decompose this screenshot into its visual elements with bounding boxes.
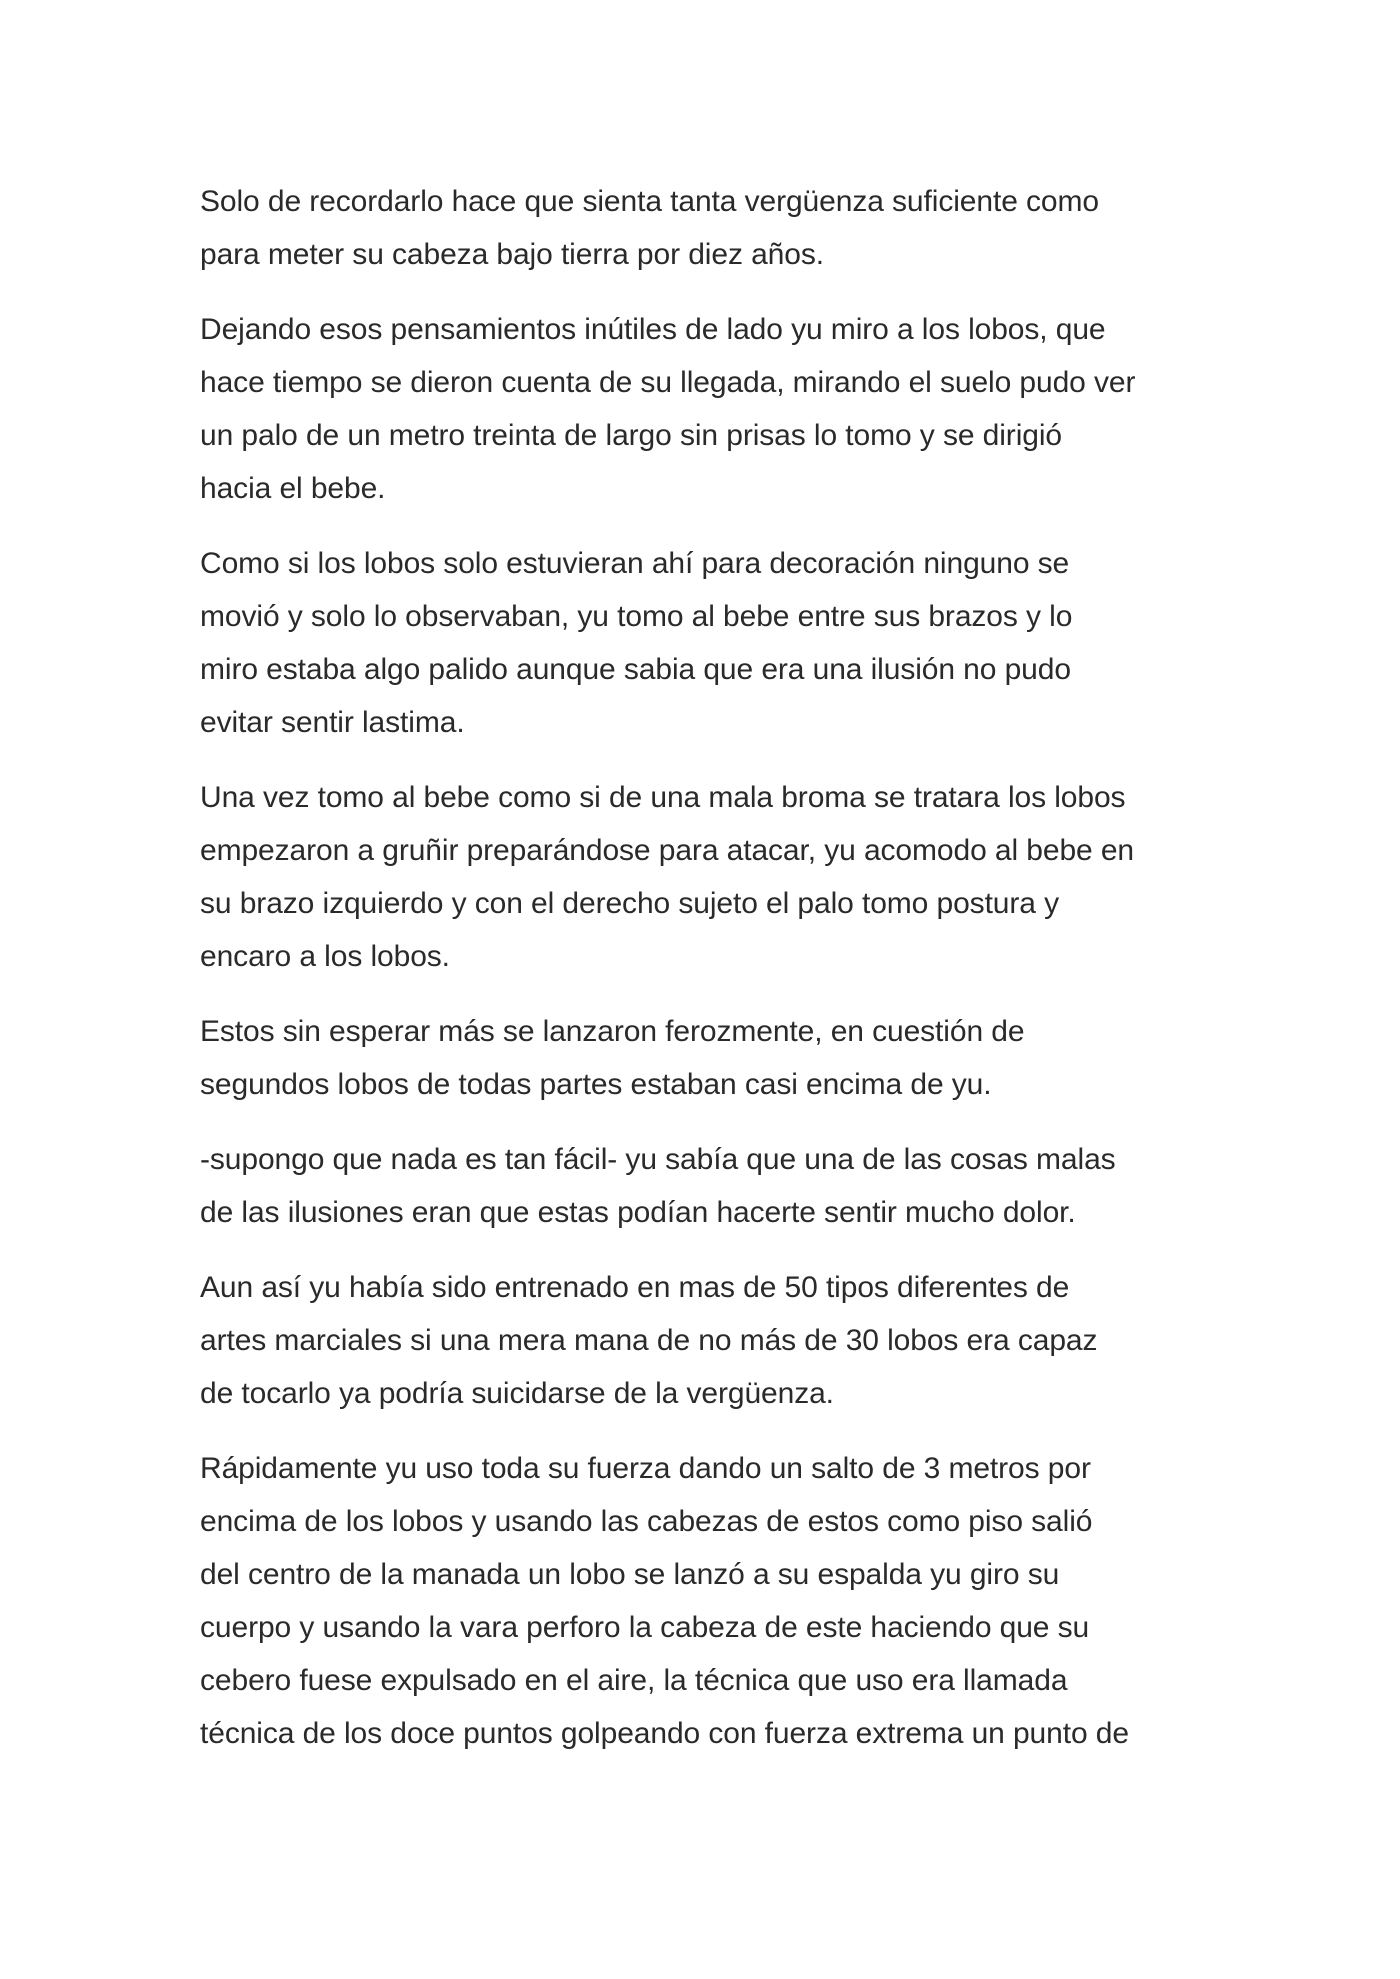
text-line: hace tiempo se dieron cuenta de su llegada, mirando el suelo pudo ver — [200, 366, 1136, 399]
text-line: -supongo que nada es tan fácil- yu sabía que una de las cosas malas — [200, 1143, 1116, 1176]
paragraph-7 — [200, 1261, 1210, 1420]
text-line: miro estaba algo palido aunque sabia que era una ilusión no pudo — [200, 653, 1071, 686]
text-line: Aun así yu había sido entrenado en mas de 50 tipos diferentes de — [200, 1271, 1070, 1304]
text-line: Estos sin esperar más se lanzaron ferozmente, en cuestión de — [200, 1015, 1025, 1048]
paragraph-1 — [200, 175, 1210, 281]
text-line: Solo de recordarlo hace que sienta tanta vergüenza suficiente como — [200, 185, 1099, 218]
text-line: evitar sentir lastima. — [200, 706, 465, 739]
text-line: del centro de la manada un lobo se lanzó a su espalda yu giro su — [200, 1558, 1060, 1591]
paragraph-8 — [200, 1442, 1210, 1760]
text-line: hacia el bebe. — [200, 472, 386, 505]
paragraph-5 — [200, 1005, 1210, 1111]
text-line: encima de los lobos y usando las cabezas de estos como piso salió — [200, 1505, 1093, 1538]
text-line: de tocarlo ya podría suicidarse de la vergüenza. — [200, 1377, 834, 1410]
paragraph-6 — [200, 1133, 1210, 1239]
document-body — [200, 175, 1210, 1782]
text-line: técnica de los doce puntos golpeando con fuerza extrema un punto de — [200, 1717, 1129, 1750]
text-line: artes marciales si una mera mana de no más de 30 lobos era capaz — [200, 1324, 1098, 1357]
text-line: cuerpo y usando la vara perforo la cabeza de este haciendo que su — [200, 1611, 1090, 1644]
text-line: movió y solo lo observaban, yu tomo al bebe entre sus brazos y lo — [200, 600, 1073, 633]
text-line: Dejando esos pensamientos inútiles de lado yu miro a los lobos, que — [200, 313, 1106, 346]
text-line: segundos lobos de todas partes estaban casi encima de yu. — [200, 1068, 992, 1101]
text-line: para meter su cabeza bajo tierra por diez años. — [200, 238, 824, 271]
text-line: cebero fuese expulsado en el aire, la técnica que uso era llamada — [200, 1664, 1068, 1697]
text-line: empezaron a gruñir preparándose para atacar, yu acomodo al bebe en — [200, 834, 1135, 867]
paragraph-3 — [200, 537, 1210, 749]
text-line: Rápidamente yu uso toda su fuerza dando un salto de 3 metros por — [200, 1452, 1091, 1485]
paragraph-2 — [200, 303, 1210, 515]
paragraph-4 — [200, 771, 1210, 983]
text-line: encaro a los lobos. — [200, 940, 450, 973]
text-line: su brazo izquierdo y con el derecho sujeto el palo tomo postura y — [200, 887, 1060, 920]
text-line: Como si los lobos solo estuvieran ahí para decoración ninguno se — [200, 547, 1070, 580]
text-line: Una vez tomo al bebe como si de una mala broma se tratara los lobos — [200, 781, 1126, 814]
text-line: de las ilusiones eran que estas podían hacerte sentir mucho dolor. — [200, 1196, 1076, 1229]
text-line: un palo de un metro treinta de largo sin prisas lo tomo y se dirigió — [200, 419, 1062, 452]
